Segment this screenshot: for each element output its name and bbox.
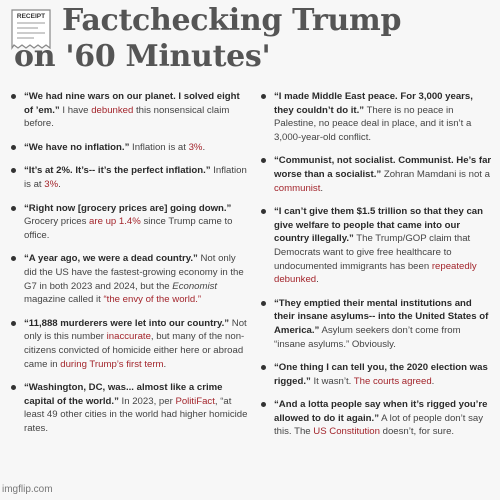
list-item [8, 141, 248, 155]
source-link[interactable]: “the envy of the world.” [103, 294, 202, 306]
factcheck-text: doesn’t, for sure. [379, 426, 455, 438]
left-column [8, 90, 248, 445]
page-title-line1: Factchecking Trump [62, 3, 402, 38]
bullet-icon [261, 158, 266, 163]
quote-text: “They emptied their mental institutions and their insane asylums-- into the United States of America.” [274, 297, 489, 336]
list-item [258, 205, 494, 287]
source-link[interactable]: 3% [44, 178, 59, 190]
quote-text: “I can’t give them $1.5 trillion so that they can give welfare to people that came into our country illegally.” [274, 206, 483, 245]
source-link[interactable]: communist [274, 182, 321, 194]
source-link[interactable]: are up 1.4% [89, 216, 141, 228]
factcheck-text: . [431, 375, 435, 387]
source-link[interactable]: during Trump’s first term [60, 358, 164, 370]
factcheck-text: Zohran Mamdani is not a [381, 168, 490, 180]
source-link[interactable]: repeatedly debunked [274, 260, 477, 286]
factcheck-text: Asylum seekers don’t come from “insane asylums.” Obviously. [274, 324, 461, 350]
source-link[interactable]: PolitiFact [175, 395, 215, 407]
factcheck-text: . [316, 274, 319, 286]
factcheck-text: since Trump came to office. [24, 216, 233, 241]
right-column [258, 90, 494, 449]
list-item [8, 252, 248, 306]
source-link[interactable]: The courts agreed [353, 375, 432, 387]
factcheck-text: , “at least 49 other cities in the world had higher homicide rates. [24, 395, 248, 434]
quote-text: “It’s at 2%. It’s-- it’s the perfect inflation.” [24, 165, 211, 177]
list-item [8, 164, 248, 191]
quote-text: “Communist, not socialist. Communist. He’s far worse than a socialist.” [274, 155, 492, 180]
factcheck-text: magazine called it [24, 294, 104, 306]
quote-text: “11,888 murderers were let into our country.” [24, 317, 230, 329]
quote-text: “One thing I can tell you, the 2020 election was rigged.” [274, 362, 488, 387]
source-link[interactable]: inaccurate [106, 331, 151, 343]
quote-text: “A year ago, we were a dead country.” [24, 253, 198, 265]
factcheck-text: . [320, 182, 324, 194]
source-link[interactable]: US Constitution [313, 426, 380, 438]
bullet-icon [11, 145, 16, 150]
quote-text: “Washington, DC, was... almost like a crime capital of the world.” [24, 382, 223, 407]
source-link[interactable]: debunked [91, 104, 134, 116]
factcheck-text: I have [59, 104, 92, 116]
factcheck-text: A lot of people don’t say this. The [274, 412, 484, 438]
bullet-icon [11, 256, 16, 261]
bullet-icon [11, 94, 16, 99]
factcheck-text: . [58, 178, 61, 190]
factcheck-text: Not only did the US have the fastest-growing economy in the G7 in both 2023 and 2024, but the [24, 253, 244, 292]
factcheck-text: . [202, 141, 206, 153]
watermark: imgflip.com [2, 484, 53, 495]
list-item [258, 361, 494, 388]
bullet-icon [261, 301, 266, 306]
source-link[interactable]: 3% [188, 141, 203, 153]
header [6, 2, 402, 82]
quote-text: “Right now [grocery prices are] going down.” [24, 202, 232, 214]
list-item [8, 202, 248, 243]
factcheck-text: Inflation is at [129, 141, 189, 153]
factcheck-text: Not only is this number [24, 317, 247, 343]
bullet-icon [11, 206, 16, 211]
factcheck-text: There is no peace in Palestine, no peace deal in place, and it isn’t a 3,000-year-old conflict. [274, 104, 472, 143]
list-item [258, 154, 494, 195]
bullet-icon [261, 365, 266, 370]
list-item [8, 90, 248, 131]
list-item [258, 297, 494, 351]
factcheck-text: . [163, 358, 167, 370]
factcheck-text: , but many of the non-citizens convicted of homicide either here or abroad came in [24, 331, 245, 370]
bullet-icon [11, 321, 16, 326]
bullet-icon [11, 168, 16, 173]
quote-text: “We have no inflation.” [24, 141, 130, 153]
italic-text: Economist [172, 280, 218, 292]
quote-text: “I made Middle East peace. For 3,000 years, they couldn’t do it.” [274, 91, 473, 116]
quote-text: “And a lotta people say when it’s rigged you’re allowed to do it again.” [274, 399, 488, 424]
bullet-icon [261, 402, 266, 407]
factcheck-text: Inflation is at [24, 165, 247, 190]
receipt-icon-label: RECEIPT [16, 13, 46, 20]
list-item [8, 381, 248, 435]
bullet-icon [11, 385, 16, 390]
list-item [8, 317, 248, 371]
list-item [258, 398, 494, 439]
factcheck-text: this nonsensical claim before. [24, 104, 230, 130]
list-item [258, 90, 494, 144]
factcheck-text: In 2023, per [118, 395, 176, 407]
factcheck-text: The Trump/GOP claim that Democrats want to give free healthcare to undocumented immigrants has been [274, 233, 471, 272]
bullet-icon [261, 94, 266, 99]
quote-text: “We had nine wars on our planet. I solved eight of ’em.” [24, 91, 240, 116]
page-title-line2: on '60 Minutes' [14, 39, 271, 74]
factcheck-text: Grocery prices [24, 216, 90, 228]
bullet-icon [261, 209, 266, 214]
factcheck-text: It wasn’t. [310, 375, 354, 387]
